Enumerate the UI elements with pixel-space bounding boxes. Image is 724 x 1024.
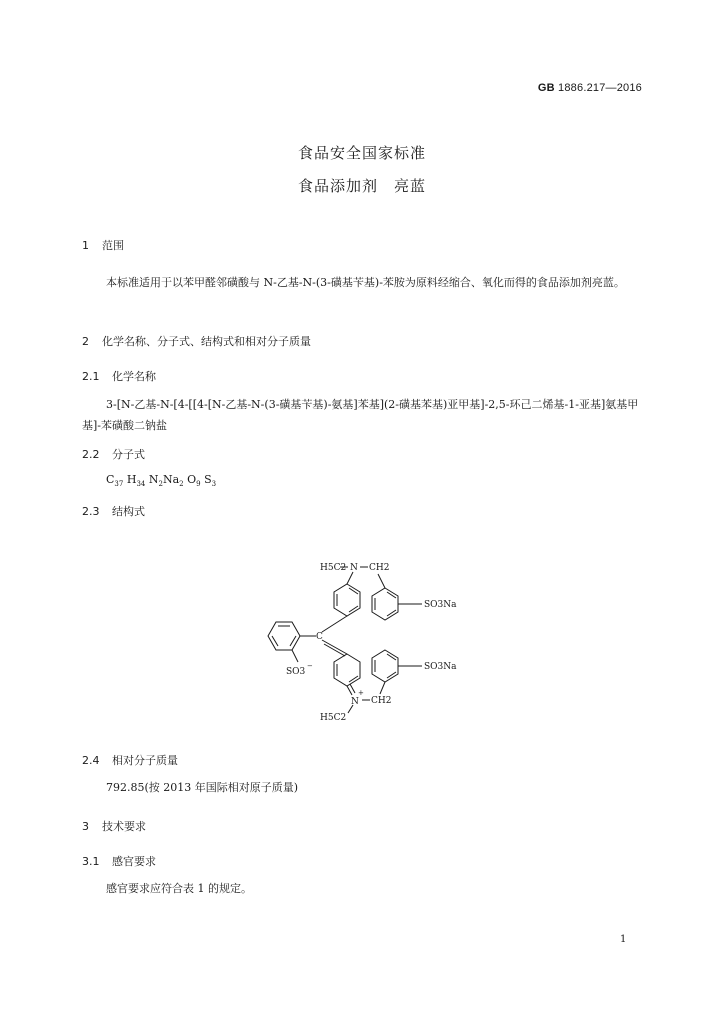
label-so3na-bottom: SO3Na (424, 662, 457, 672)
molecular-formula: $C_{37}$ $H_{34}$ $N_2Na_2$ $O_9$ $S_3$ (106, 473, 217, 489)
molecular-mass-text: 792.85(按 2013 年国际相对原子质量) (106, 781, 299, 794)
section-2-2-heading: 2.2 分子式 (82, 448, 145, 461)
section-2-4-heading: 2.4 相对分子质量 (82, 754, 178, 767)
label-h5c2-top: H5C2 (320, 563, 347, 573)
label-minus-sign: − (307, 662, 313, 670)
label-so3-minus: SO3 (286, 667, 306, 677)
page-number: 1 (620, 934, 627, 945)
section-3-heading: 3 技术要求 (82, 820, 146, 833)
title-line-1: 食品安全国家标准 (297, 144, 426, 162)
label-ch2-bottom: CH2 (371, 696, 392, 706)
structural-formula-diagram (250, 550, 480, 725)
chemical-name-text: 3-[N-乙基-N-[4-[[4-[N-乙基-N-(3-磺基苄基)-氨基]苯基](2-磺基苯基)亚甲基]-2,5-环己二烯基-1-亚基]氨基甲基]-苯磺酸二钠盐 (82, 398, 639, 432)
sensory-requirement-text: 感官要求应符合表 1 的规定。 (106, 882, 252, 895)
label-n-plus: N (351, 697, 359, 707)
title-line-2: 食品添加剂 亮蓝 (297, 177, 426, 195)
top-right-ring (372, 588, 398, 620)
section-2-heading: 2 化学名称、分子式、结构式和相对分子质量 (82, 335, 311, 348)
label-plus-sign: + (358, 689, 364, 697)
section-1-text: 本标准适用于以苯甲醛邻磺酸与 N-乙基-N-(3-磺基苄基)-苯胺为原料经缩合、氧化而得的食品添加剂亮蓝。 (106, 276, 625, 289)
label-c-center: C (316, 632, 323, 642)
top-phenyl-ring (334, 584, 360, 616)
standard-number: GB 1886.217—2016 (537, 82, 642, 94)
section-3-1-heading: 3.1 感官要求 (82, 855, 156, 868)
bottom-right-ring (372, 650, 398, 682)
label-ch2-top: CH2 (369, 563, 390, 573)
section-1-heading: 1 范围 (82, 239, 124, 252)
label-n-top: N (350, 563, 358, 573)
label-h5c2-bottom: H5C2 (320, 713, 347, 723)
label-so3na-top: SO3Na (424, 600, 457, 610)
section-2-3-heading: 2.3 结构式 (82, 505, 145, 518)
section-2-1-heading: 2.1 化学名称 (82, 370, 156, 383)
bottom-quinoid-ring (334, 654, 360, 686)
